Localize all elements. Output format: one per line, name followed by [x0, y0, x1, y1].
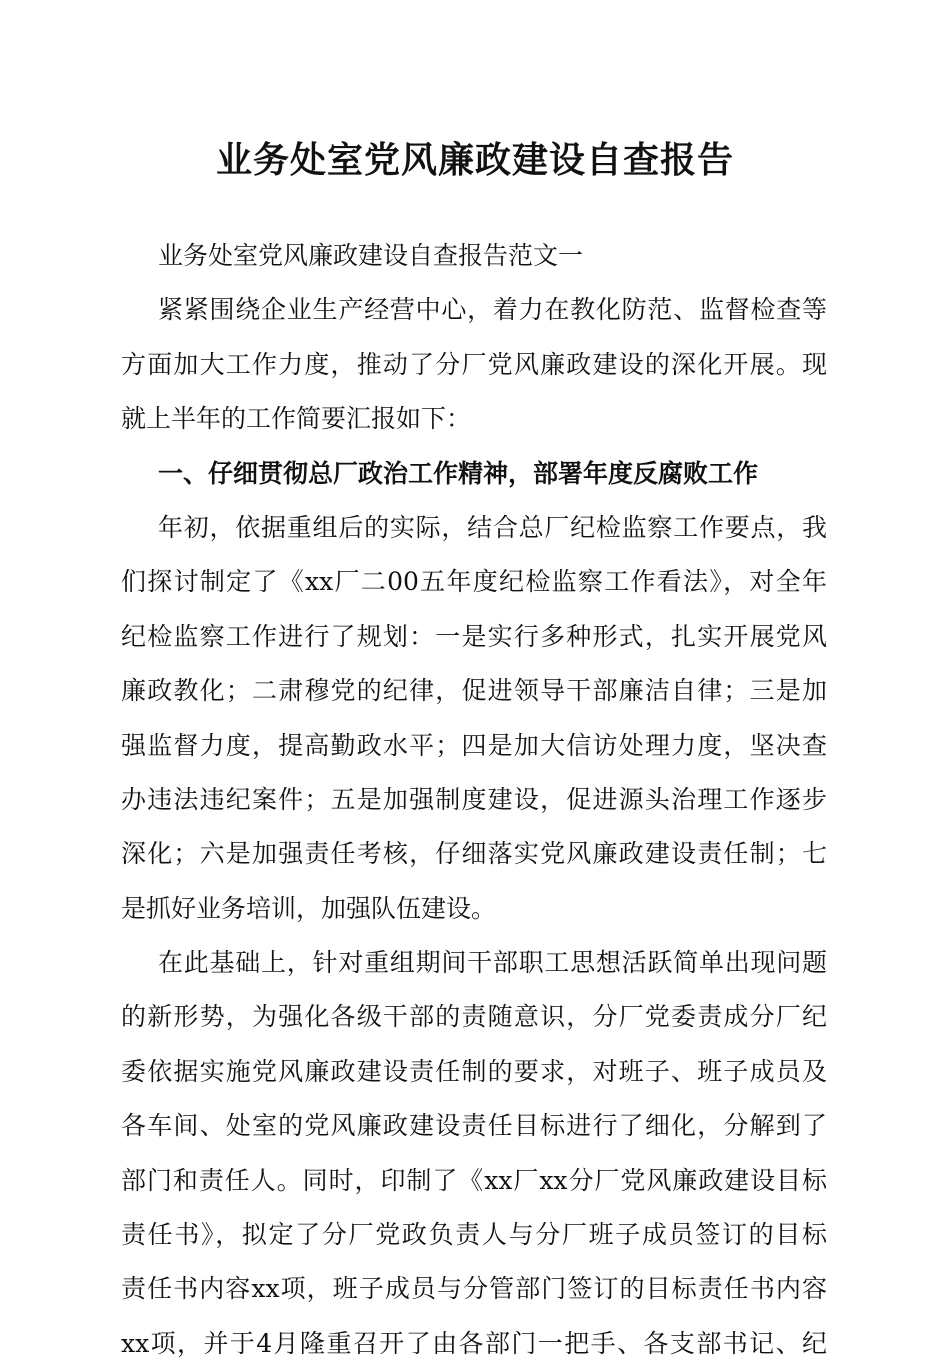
subtitle-line: 业务处室党风廉政建设自查报告范文一 [158, 241, 584, 270]
paragraph-line: 的新形势，为强化各级干部的责随意识，分厂党委责成分厂纪 [121, 1002, 827, 1032]
paragraph-line: 纪检监察工作进行了规划：一是实行多种形式，扎实开展党风 [121, 621, 827, 651]
paragraph-line: 廉政教化；二肃穆党的纪律，促进领导干部廉洁自律；三是加 [121, 676, 827, 706]
paragraph-line: 委依据实施党风廉政建设责任制的要求，对班子、班子成员及 [121, 1056, 827, 1086]
paragraph-line: 深化；六是加强责任考核，仔细落实党风廉政建设责任制；七 [121, 839, 827, 869]
paragraph-line: 部门和责任人。同时，印制了《xx厂xx分厂党风廉政建设目标 [121, 1165, 827, 1195]
paragraph-line: 年初，依据重组后的实际，结合总厂纪检监察工作要点，我 [158, 512, 827, 542]
paragraph-line: 们探讨制定了《xx厂二00五年度纪检监察工作看法》，对全年 [121, 567, 827, 597]
paragraph-line: 方面加大工作力度，推动了分厂党风廉政建设的深化开展。现 [121, 349, 827, 379]
paragraph-line: 紧紧围绕企业生产经营中心，着力在教化防范、监督检查等 [158, 295, 827, 325]
paragraph-line: 责任书》，拟定了分厂党政负责人与分厂班子成员签订的目标 [121, 1220, 827, 1250]
section-heading: 一、仔细贯彻总厂政治工作精神，部署年度反腐败工作 [158, 458, 759, 488]
paragraph-line: 各车间、处室的党风廉政建设责任目标进行了细化，分解到了 [121, 1111, 827, 1141]
paragraph-line: 在此基础上，针对重组期间干部职工思想活跃简单出现问题 [158, 948, 827, 978]
document-body [121, 229, 827, 1371]
paragraph-line: 是抓好业务培训，加强队伍建设。 [121, 893, 497, 923]
document-title: 业务处室党风廉政建设自查报告 [215, 139, 734, 181]
paragraph-line: 责任书内容xx项，班子成员与分管部门签订的目标责任书内容 [121, 1274, 827, 1304]
paragraph-line: 强监督力度，提高勤政水平；四是加大信访处理力度，坚决查 [121, 730, 827, 760]
paragraph-line: xx项，并于4月隆重召开了由各部门一把手、各支部书记、纪 [121, 1328, 827, 1358]
paragraph-line: 就上半年的工作简要汇报如下： [121, 404, 472, 434]
paragraph-line: 办违法违纪案件；五是加强制度建设，促进源头治理工作逐步 [121, 784, 827, 814]
